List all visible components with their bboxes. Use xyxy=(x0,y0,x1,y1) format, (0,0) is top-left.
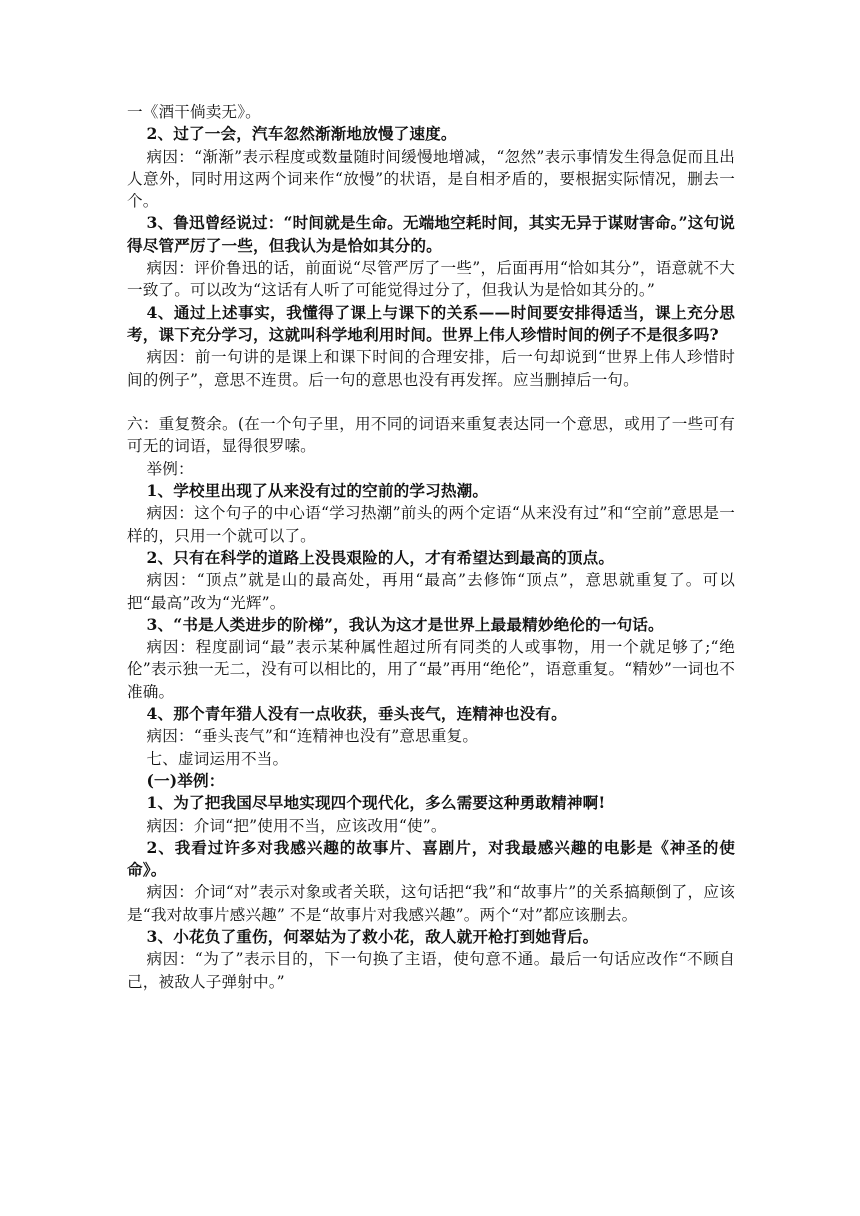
diagnosis-paragraph: 病因：“为了”表示目的，下一句换了主语，使句意不通。最后一句话应改作“不顾自己，被敌人子弹射中。” xyxy=(127,950,735,991)
section-heading: 七、虚词运用不当。 xyxy=(146,749,289,768)
diagnosis-paragraph: 病因：程度副词“最”表示某种属性超过所有同类的人或事物，用一个就足够了;“绝伦”表示独一无二，没有可以相比的，用了“最”再用“绝伦”，语意重复。“精妙”一词也不准确。 xyxy=(127,638,735,701)
diagnosis-paragraph: 病因：评价鲁迅的话，前面说“尽管严厉了一些”，后面再用“恰如其分”，语意就不大一致了。可以改为“这话有人听了可能觉得过分了，但我认为是恰如其分的。” xyxy=(127,259,735,300)
example-sentence: 2、只有在科学的道路上没畏艰险的人，才有希望达到最高的顶点。 xyxy=(146,547,615,567)
diagnosis-paragraph: 病因：“渐渐”表示程度或数量随时间缓慢地增减，“忽然”表示事情发生得急促而且出人意外，同时用这两个词来作“放慢”的状语，是自相矛盾的，要根据实际情况，删去一个。 xyxy=(127,147,735,211)
section-heading: 六：重复赘余。(在一个句子里，用不同的词语来重复表达同一个意思，或用了一些可有可无的词语，显得很罗嗦。 xyxy=(127,415,735,456)
diagnosis-paragraph: 病因：“垂头丧气”和“连精神也没有”意思重复。 xyxy=(146,727,479,746)
example-sentence: 2、过了一会，汽车忽然渐渐地放慢了速度。 xyxy=(146,124,457,144)
diagnosis-paragraph: 病因：前一句讲的是课上和课下时间的合理安排，后一句却说到“世界上伟人珍惜时间的例子”，意思不连贯。后一句的意思也没有再发挥。应当删掉后一句。 xyxy=(127,348,735,389)
document-body xyxy=(127,101,735,993)
blank-line xyxy=(127,391,735,413)
examples-label: (一)举例： xyxy=(146,770,225,790)
example-sentence: 1、学校里出现了从来没有过的空前的学习热潮。 xyxy=(146,481,489,501)
paragraph: 一《酒干倘卖无》。 xyxy=(127,103,261,121)
example-sentence: 3、鲁迅曾经说过：“时间就是生命。无端地空耗时间，其实无异于谋财害命。”这句说得尽管严厉了一些，但我认为是恰如其分的。 xyxy=(127,213,735,255)
examples-label: 举例： xyxy=(146,459,194,478)
example-sentence: 3、“书是人类进步的阶梯”，我认为这才是世界上最最精妙绝伦的一句话。 xyxy=(146,614,664,634)
example-sentence: 4、那个青年猎人没有一点收获，垂头丧气，连精神也没有。 xyxy=(146,704,567,724)
example-sentence: 2、我看过许多对我感兴趣的故事片、喜剧片，对我最感兴趣的电影是《神圣的使命》。 xyxy=(127,837,735,880)
example-sentence: 3、小花负了重伤，何翠姑为了救小花，敌人就开枪打到她背后。 xyxy=(146,926,599,946)
diagnosis-paragraph: 病因：这个句子的中心语“学习热潮”前头的两个定语“从来没有过”和“空前”意思是一样的，只用一个就可以了。 xyxy=(127,504,735,545)
diagnosis-paragraph: 病因：介词“对”表示对象或者关联，这句话把“我”和“故事片”的关系搞颠倒了，应该是“我对故事片感兴趣” 不是“故事片对我感兴趣”。两个“对”都应该删去。 xyxy=(127,883,735,924)
example-sentence: 4、通过上述事实，我懂得了课上与课下的关系——时间要安排得适当，课上充分思考，课下充分学习，这就叫科学地利用时间。世界上伟人珍惜时间的例子不是很多吗? xyxy=(127,302,735,344)
diagnosis-paragraph: 病因：介词“把”使用不当，应该改用“使”。 xyxy=(146,816,447,835)
diagnosis-paragraph: 病因：“顶点”就是山的最高处，再用“最高”去修饰“顶点”，意思就重复了。可以把“最高”改为“光辉”。 xyxy=(127,571,735,612)
example-sentence: 1、为了把我国尽早地实现四个现代化，多么需要这种勇敢精神啊! xyxy=(146,793,606,813)
